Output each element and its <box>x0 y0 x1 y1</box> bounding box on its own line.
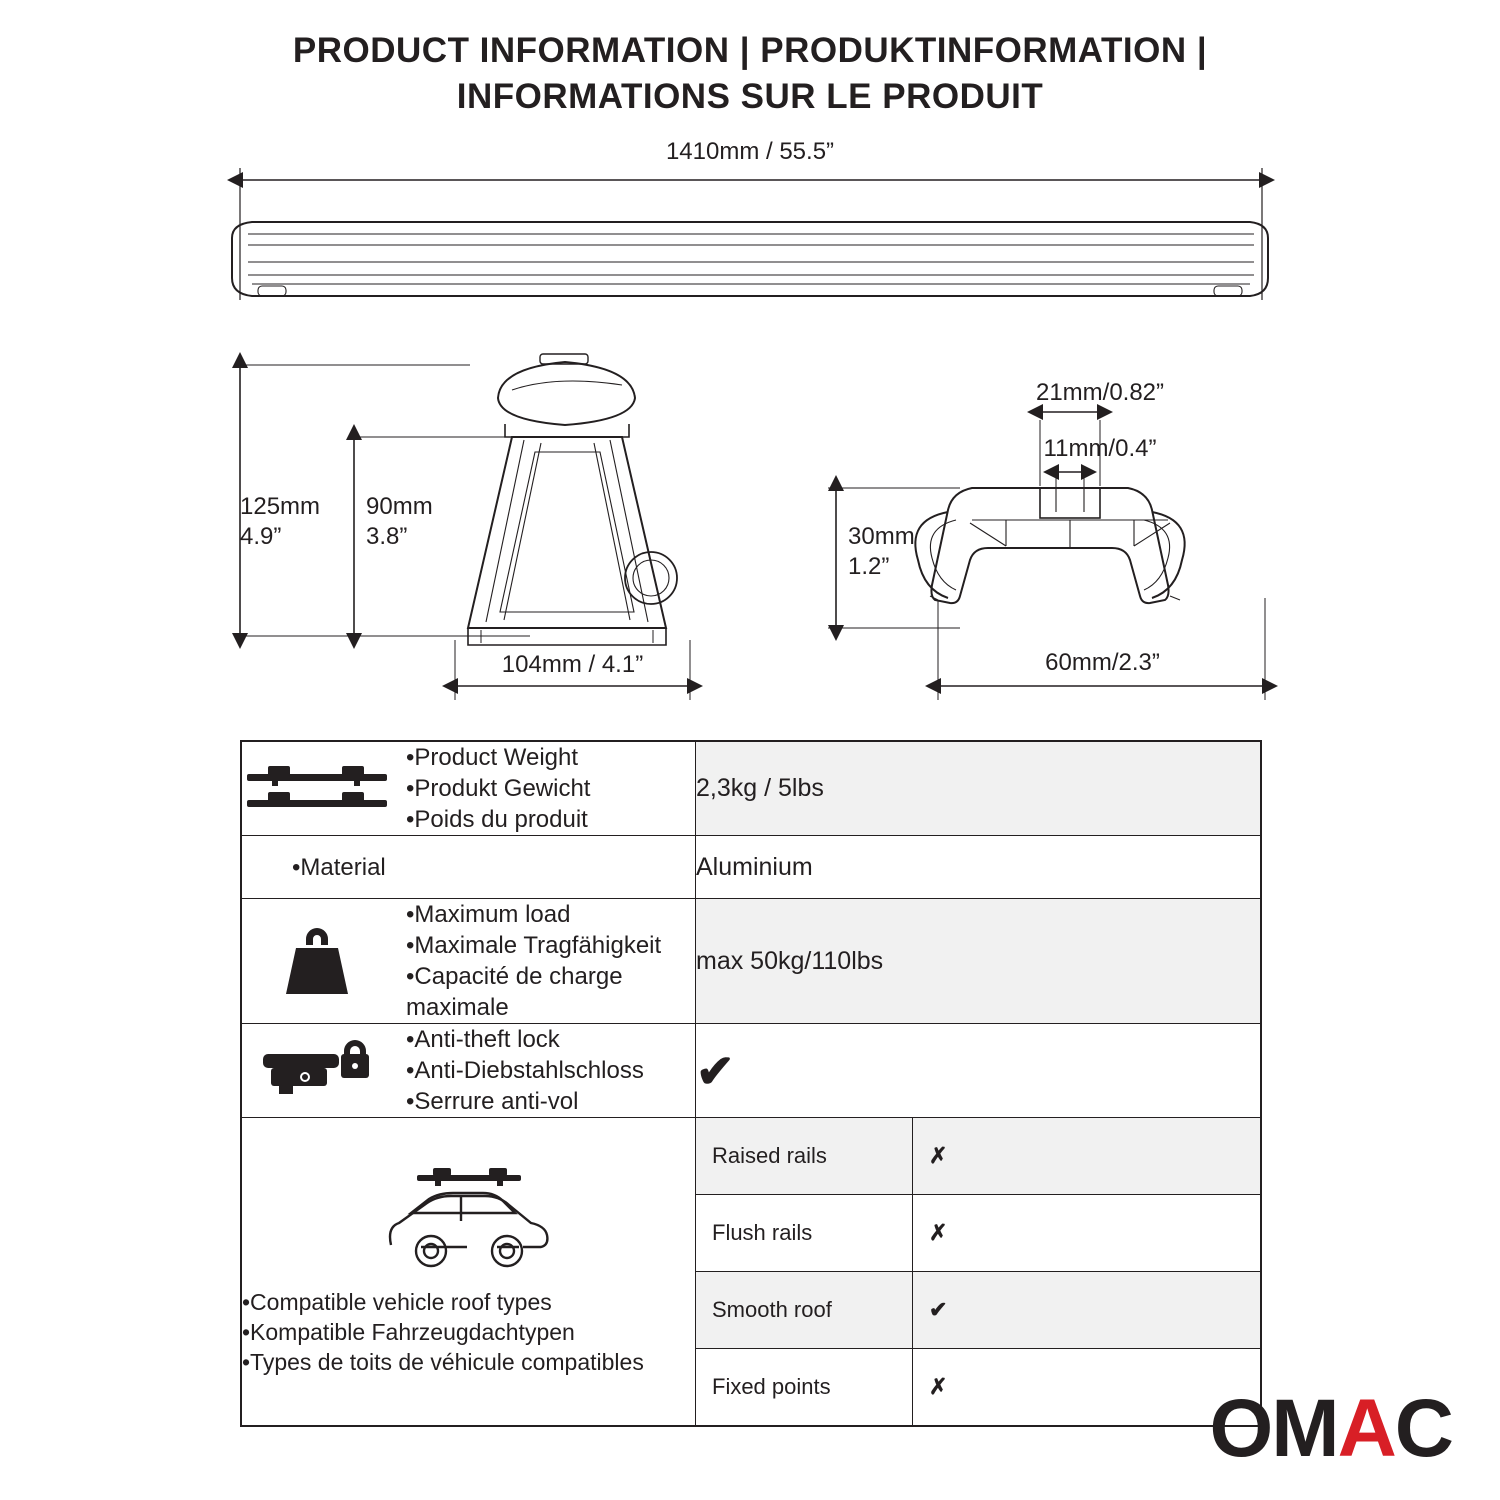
roof-type-row-fixed <box>696 1349 1260 1426</box>
roof-types-label-cell <box>241 1118 696 1427</box>
logo-letter-o: O <box>1209 1383 1272 1474</box>
material-value: Aluminium <box>696 836 1262 899</box>
material-labels: •Material <box>292 853 386 881</box>
height-total-label: 125mm 4.9” <box>240 493 321 550</box>
roof-types-options-cell <box>696 1118 1262 1427</box>
roof-type-value: ✔ <box>913 1272 1261 1349</box>
length-dimension-label: 1410mm / 55.5” <box>665 138 835 165</box>
lock-labels: •Anti-theft lock •Anti-Diebstahlschloss •Serrure anti-vol <box>406 1026 644 1115</box>
roof-type-name: Fixed points <box>696 1349 913 1426</box>
slot-outer-label: 21mm/0.82” <box>1035 379 1165 406</box>
lock-icon <box>242 1036 392 1106</box>
roof-type-name: Raised rails <box>696 1118 913 1195</box>
slot-inner-label: 11mm/0.4” <box>1043 435 1157 462</box>
omac-logo <box>1209 1383 1452 1474</box>
roof-types-subtable <box>696 1118 1260 1425</box>
roof-type-value: ✗ <box>913 1349 1261 1426</box>
max-load-labels: •Maximum load •Maximale Tragfähigkeit •Capacité de charge maximale <box>406 901 662 1021</box>
roof-type-value: ✗ <box>913 1118 1261 1195</box>
roof-type-name: Flush rails <box>696 1195 913 1272</box>
logo-letter-m: M <box>1271 1383 1338 1474</box>
logo-letter-c: C <box>1394 1383 1452 1474</box>
title-line-1: PRODUCT INFORMATION | PRODUKTINFORMATION | <box>292 31 1208 70</box>
foot-width-label: 104mm / 4.1” <box>501 651 644 678</box>
page-title <box>0 28 1500 120</box>
max-load-value: max 50kg/110lbs <box>696 899 1262 1024</box>
specification-table <box>240 740 1262 1427</box>
weight-labels: •Product Weight •Produkt Gewicht •Poids du produit <box>406 744 591 833</box>
roof-type-name: Smooth roof <box>696 1272 913 1349</box>
roof-type-row-flush <box>696 1195 1260 1272</box>
weight-value: 2,3kg / 5lbs <box>696 741 1262 836</box>
profile-height-label: 30mm 1.2” <box>848 523 915 580</box>
table-row-weight <box>241 741 1261 836</box>
lock-value <box>696 1024 1262 1118</box>
roof-type-row-raised <box>696 1118 1260 1195</box>
material-label-cell <box>241 836 696 899</box>
profile-width-label: 60mm/2.3” <box>1045 649 1160 676</box>
roof-types-labels: •Compatible vehicle roof types •Kompatible Fahrzeugdachtypen •Types de toits de véhicule compatibles <box>242 1288 644 1375</box>
table-row-roof-types <box>241 1118 1261 1427</box>
title-line-2: INFORMATIONS SUR LE PRODUIT <box>456 77 1044 116</box>
lock-label-cell <box>241 1024 696 1118</box>
roof-type-value: ✗ <box>913 1195 1261 1272</box>
table-row-lock <box>241 1024 1261 1118</box>
car-with-rack-icon <box>242 1167 695 1277</box>
height-inner-label: 90mm 3.8” <box>366 493 433 550</box>
logo-letter-a: A <box>1337 1383 1395 1474</box>
weight-label-cell <box>241 741 696 836</box>
max-load-label-cell <box>241 899 696 1024</box>
table-row-material <box>241 836 1261 899</box>
lock-check-icon: ✔ <box>696 1044 735 1097</box>
weight-icon <box>242 922 392 1000</box>
roof-type-row-smooth <box>696 1272 1260 1349</box>
crossbar-pair-icon <box>242 758 392 820</box>
table-row-max-load <box>241 899 1261 1024</box>
